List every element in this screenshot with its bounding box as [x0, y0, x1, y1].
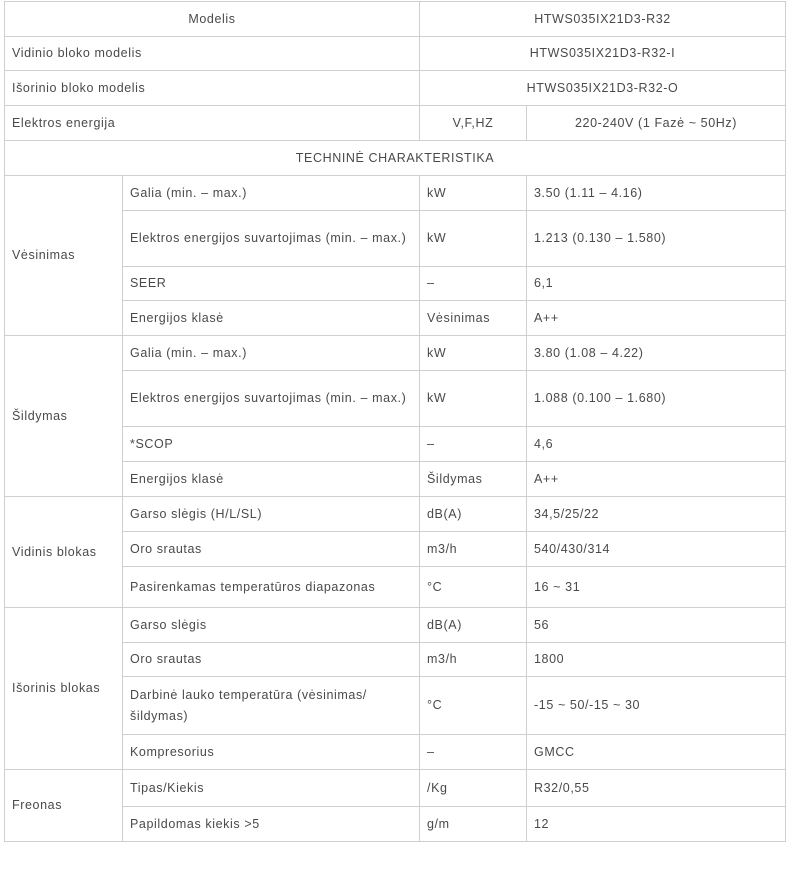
- unit-cell: –: [420, 267, 527, 301]
- unit-cell: –: [420, 735, 527, 770]
- value-cell: 12: [527, 807, 786, 842]
- unit-cell: Vėsinimas: [420, 301, 527, 336]
- param-cell: Darbinė lauko temperatūra (vėsinimas/šildymas): [123, 677, 420, 735]
- power-label: Elektros energija: [5, 106, 420, 141]
- param-cell: SEER: [123, 267, 420, 301]
- table-row: [5, 267, 786, 301]
- power-value: 220-240V (1 Fazė ~ 50Hz): [527, 106, 786, 141]
- value-cell: 4,6: [527, 427, 786, 462]
- outdoor-model-row: [5, 71, 786, 106]
- value-cell: A++: [527, 462, 786, 497]
- unit-cell: kW: [420, 371, 527, 427]
- group-label-indoor: Vidinis blokas: [5, 497, 123, 608]
- param-cell: Oro srautas: [123, 532, 420, 567]
- table-row: [5, 462, 786, 497]
- outdoor-model-value: HTWS035IX21D3-R32-O: [420, 71, 786, 106]
- model-row: [5, 2, 786, 37]
- value-cell: 34,5/25/22: [527, 497, 786, 532]
- group-label-refrigerant: Freonas: [5, 770, 123, 842]
- table-row: [5, 301, 786, 336]
- unit-cell: –: [420, 427, 527, 462]
- unit-cell: m3/h: [420, 643, 527, 677]
- param-cell: Energijos klasė: [123, 301, 420, 336]
- unit-cell: kW: [420, 176, 527, 211]
- table-row: [5, 427, 786, 462]
- table-row: [5, 497, 786, 532]
- indoor-model-value: HTWS035IX21D3-R32-I: [420, 37, 786, 71]
- value-cell: 16 ~ 31: [527, 567, 786, 608]
- param-cell: Galia (min. – max.): [123, 336, 420, 371]
- unit-cell: kW: [420, 211, 527, 267]
- param-cell: Elektros energijos suvartojimas (min. – max.): [123, 371, 420, 427]
- param-cell: Galia (min. – max.): [123, 176, 420, 211]
- table-row: [5, 532, 786, 567]
- unit-cell: dB(A): [420, 497, 527, 532]
- unit-cell: Šildymas: [420, 462, 527, 497]
- param-cell: Elektros energijos suvartojimas (min. – max.): [123, 211, 420, 267]
- model-label: Modelis: [5, 2, 420, 37]
- unit-cell: °C: [420, 677, 527, 735]
- value-cell: -15 ~ 50/-15 ~ 30: [527, 677, 786, 735]
- value-cell: 56: [527, 608, 786, 643]
- table-row: [5, 608, 786, 643]
- model-value: HTWS035IX21D3-R32: [420, 2, 786, 37]
- param-cell: Energijos klasė: [123, 462, 420, 497]
- table-row: [5, 643, 786, 677]
- section-title-row: [5, 141, 786, 176]
- value-cell: 3.50 (1.11 – 4.16): [527, 176, 786, 211]
- indoor-model-label: Vidinio bloko modelis: [5, 37, 420, 71]
- value-cell: R32/0,55: [527, 770, 786, 807]
- table-row: [5, 336, 786, 371]
- power-row: [5, 106, 786, 141]
- table-row: [5, 567, 786, 608]
- unit-cell: °C: [420, 567, 527, 608]
- param-cell: Kompresorius: [123, 735, 420, 770]
- param-cell: Oro srautas: [123, 643, 420, 677]
- group-label-outdoor: Išorinis blokas: [5, 608, 123, 770]
- unit-cell: dB(A): [420, 608, 527, 643]
- value-cell: A++: [527, 301, 786, 336]
- value-cell: 1800: [527, 643, 786, 677]
- group-label-cooling: Vėsinimas: [5, 176, 123, 336]
- spec-table: [4, 1, 786, 842]
- outdoor-model-label: Išorinio bloko modelis: [5, 71, 420, 106]
- param-cell: Pasirenkamas temperatūros diapazonas: [123, 567, 420, 608]
- group-label-heating: Šildymas: [5, 336, 123, 497]
- unit-cell: m3/h: [420, 532, 527, 567]
- table-row: [5, 807, 786, 842]
- unit-cell: /Kg: [420, 770, 527, 807]
- table-row: [5, 677, 786, 735]
- table-row: [5, 735, 786, 770]
- value-cell: 540/430/314: [527, 532, 786, 567]
- value-cell: 6,1: [527, 267, 786, 301]
- unit-cell: kW: [420, 336, 527, 371]
- unit-cell: g/m: [420, 807, 527, 842]
- table-row: [5, 770, 786, 807]
- value-cell: 1.213 (0.130 – 1.580): [527, 211, 786, 267]
- value-cell: GMCC: [527, 735, 786, 770]
- value-cell: 3.80 (1.08 – 4.22): [527, 336, 786, 371]
- param-cell: Tipas/Kiekis: [123, 770, 420, 807]
- param-cell: Papildomas kiekis >5: [123, 807, 420, 842]
- table-row: [5, 211, 786, 267]
- section-title: TECHNINĖ CHARAKTERISTIKA: [5, 141, 786, 176]
- indoor-model-row: [5, 37, 786, 71]
- param-cell: Garso slėgis (H/L/SL): [123, 497, 420, 532]
- table-row: [5, 371, 786, 427]
- table-row: [5, 176, 786, 211]
- power-unit: V,F,HZ: [420, 106, 527, 141]
- param-cell: Garso slėgis: [123, 608, 420, 643]
- param-cell: *SCOP: [123, 427, 420, 462]
- value-cell: 1.088 (0.100 – 1.680): [527, 371, 786, 427]
